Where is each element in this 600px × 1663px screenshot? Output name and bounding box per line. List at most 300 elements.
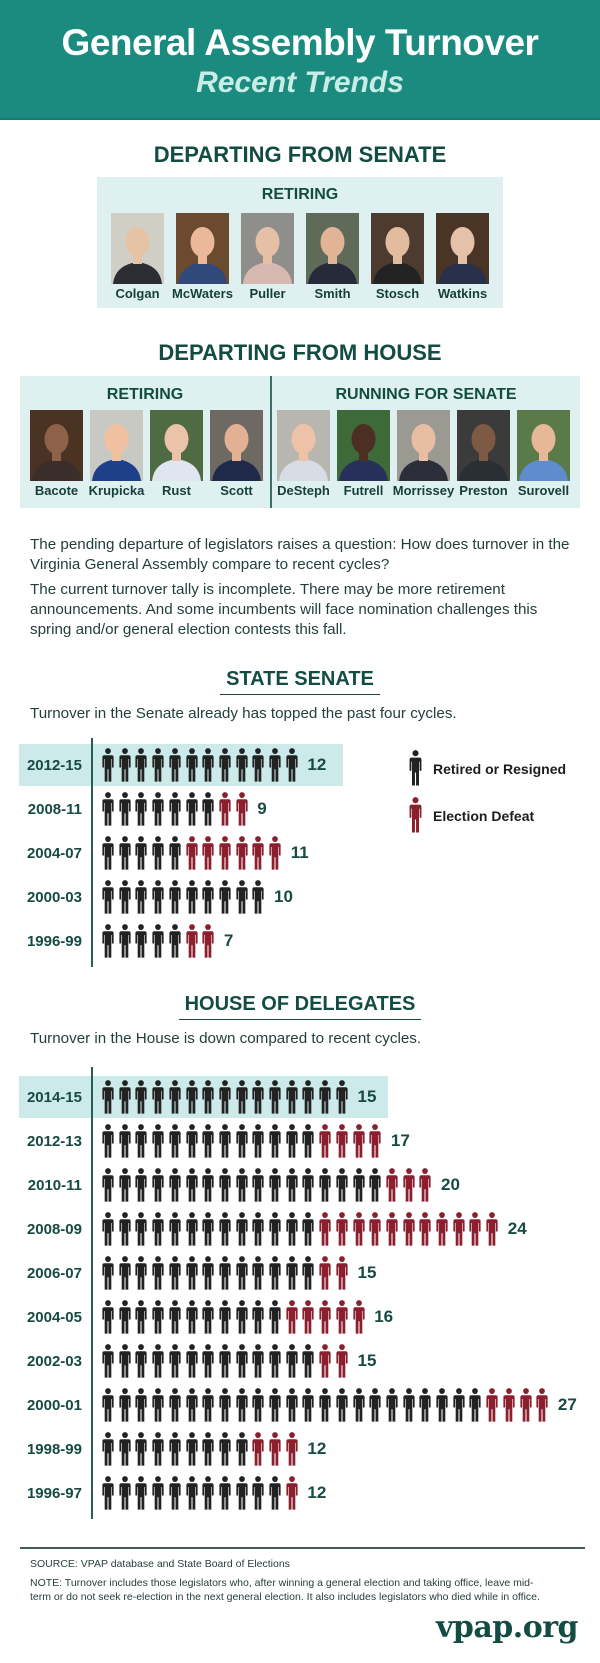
retired-figure <box>168 1168 182 1207</box>
retired-figure <box>134 748 148 787</box>
period-label: 2012-13 <box>26 1133 82 1150</box>
retired-figure <box>268 1124 282 1163</box>
portrait-krupicka <box>90 410 143 481</box>
period-label: 2008-09 <box>26 1221 82 1238</box>
house-running-heading: RUNNING FOR SENATE <box>335 386 517 403</box>
retired-figure <box>201 748 215 787</box>
retired-figure <box>268 1256 282 1295</box>
retired-figure <box>168 1344 182 1383</box>
period-label: 2004-05 <box>26 1309 82 1326</box>
election-defeat-figure <box>318 1124 332 1163</box>
total-count: 10 <box>274 887 293 906</box>
retired-figure <box>134 792 148 831</box>
election-defeat-figure <box>352 1300 366 1339</box>
election-defeat-figure <box>285 1300 299 1339</box>
retired-figure <box>285 1344 299 1383</box>
retired-figure <box>185 1300 199 1339</box>
election-defeat-figure <box>201 836 215 875</box>
retired-figure <box>101 1256 115 1295</box>
house-chart-title: HOUSE OF DELEGATES <box>179 993 422 1020</box>
election-defeat-figure <box>235 836 249 875</box>
period-label: 1996-99 <box>26 933 82 950</box>
election-defeat-figure <box>468 1212 482 1251</box>
retired-figure <box>118 792 132 831</box>
retired-figure <box>134 836 148 875</box>
retired-figure <box>235 1300 249 1339</box>
retired-figure <box>301 1080 315 1119</box>
page-title: General Assembly Turnover <box>61 22 539 63</box>
retired-figure <box>285 1168 299 1207</box>
retired-figure <box>168 924 182 963</box>
person-name: Colgan <box>115 286 160 301</box>
portrait-desteph <box>277 410 330 481</box>
retired-figure <box>285 1388 299 1427</box>
election-defeat-figure <box>201 924 215 963</box>
retired-figure <box>418 1388 432 1427</box>
retired-figure <box>185 880 199 919</box>
retired-figure <box>235 748 249 787</box>
election-defeat-figure <box>268 836 282 875</box>
period-label: 2000-03 <box>26 889 82 906</box>
total-count: 15 <box>357 1351 377 1370</box>
retired-figure <box>218 1388 232 1427</box>
senate-retiring-heading: RETIRING <box>261 186 339 203</box>
period-label: 2008-11 <box>27 801 82 818</box>
portrait-bacote <box>30 410 83 481</box>
retired-figure <box>285 1212 299 1251</box>
retired-figure <box>201 1168 215 1207</box>
election-defeat-figure <box>385 1168 399 1207</box>
election-defeat-figure <box>335 1124 349 1163</box>
total-count: 15 <box>357 1087 377 1106</box>
portrait-scott <box>210 410 263 481</box>
retired-figure <box>235 1080 249 1119</box>
retired-figure <box>168 1432 182 1471</box>
person-name: Krupicka <box>88 483 145 498</box>
total-count: 12 <box>307 1439 327 1458</box>
retired-figure <box>134 880 148 919</box>
election-defeat-figure <box>485 1388 499 1427</box>
retired-figure <box>368 1388 382 1427</box>
retired-figure <box>101 1388 115 1427</box>
retired-figure <box>251 748 265 787</box>
retired-figure <box>151 836 165 875</box>
senate-departures-title: DEPARTING FROM SENATE <box>153 142 447 167</box>
retired-figure <box>301 1168 315 1207</box>
period-label: 2002-03 <box>26 1353 82 1370</box>
election-defeat-figure <box>318 1212 332 1251</box>
period-label: 2014-15 <box>26 1089 82 1106</box>
retired-figure <box>268 1388 282 1427</box>
retired-figure <box>268 1476 282 1515</box>
retired-figure <box>134 924 148 963</box>
retired-figure <box>251 1344 265 1383</box>
retired-figure <box>201 1212 215 1251</box>
retired-figure <box>118 1432 132 1471</box>
retired-figure <box>268 1300 282 1339</box>
senate-chart-subtitle: Turnover in the Senate already has topped the past four cycles. <box>30 705 457 722</box>
retired-figure <box>134 1344 148 1383</box>
retired-figure <box>101 836 115 875</box>
page-subtitle: Recent Trends <box>196 66 404 99</box>
retired-figure <box>218 880 232 919</box>
retired-figure <box>185 748 199 787</box>
retired-figure <box>335 1168 349 1207</box>
person-name: Scott <box>220 483 253 498</box>
portrait-puller <box>241 213 294 284</box>
period-label: 1996-97 <box>26 1485 82 1502</box>
intro-paragraph-1: The pending departure of legislators raises a question: How does turnover in the Virginia General Assembly compare to recent cycles? <box>30 536 570 573</box>
retired-figure <box>151 1344 165 1383</box>
election-defeat-figure <box>251 836 265 875</box>
retired-figure <box>251 1256 265 1295</box>
retired-figure <box>118 1256 132 1295</box>
retired-figure <box>101 1168 115 1207</box>
election-defeat-figure <box>519 1388 533 1427</box>
retired-figure <box>118 1476 132 1515</box>
election-defeat-figure <box>452 1212 466 1251</box>
retired-figure <box>218 1212 232 1251</box>
retired-figure <box>435 1388 449 1427</box>
retired-figure <box>301 1256 315 1295</box>
retired-figure <box>218 1124 232 1163</box>
retired-figure <box>251 1476 265 1515</box>
legend-defeat-label: Election Defeat <box>433 808 535 824</box>
retired-figure <box>335 1388 349 1427</box>
retired-figure <box>201 1080 215 1119</box>
retired-figure <box>285 1256 299 1295</box>
retired-figure <box>151 1168 165 1207</box>
retired-figure <box>201 1344 215 1383</box>
retired-figure <box>118 748 132 787</box>
retired-figure <box>185 1344 199 1383</box>
portrait-mcwaters <box>176 213 229 284</box>
retired-figure <box>134 1388 148 1427</box>
retired-figure <box>185 1168 199 1207</box>
retired-figure <box>268 1344 282 1383</box>
total-count: 27 <box>557 1395 577 1414</box>
election-defeat-figure <box>352 1124 366 1163</box>
retired-figure <box>235 1124 249 1163</box>
retired-figure <box>301 1344 315 1383</box>
retired-figure <box>134 1212 148 1251</box>
election-defeat-figure <box>402 1168 416 1207</box>
house-chart-title-wrap <box>0 993 600 1020</box>
retired-figure <box>201 792 215 831</box>
person-name: Puller <box>249 286 286 301</box>
election-defeat-figure <box>435 1212 449 1251</box>
election-defeat-figure <box>418 1168 432 1207</box>
retired-figure <box>235 1432 249 1471</box>
retired-figure <box>101 1080 115 1119</box>
election-defeat-figure <box>185 924 199 963</box>
retired-figure <box>402 1388 416 1427</box>
retired-figure <box>168 1300 182 1339</box>
retired-figure <box>168 1212 182 1251</box>
election-defeat-figure <box>335 1212 349 1251</box>
retired-figure <box>218 1432 232 1471</box>
retired-figure <box>168 1476 182 1515</box>
retired-figure <box>134 1476 148 1515</box>
retired-figure <box>235 1168 249 1207</box>
retired-figure <box>185 1432 199 1471</box>
person-name: Futrell <box>343 483 384 498</box>
retired-figure <box>118 1212 132 1251</box>
retired-figure <box>201 880 215 919</box>
retired-figure <box>218 1080 232 1119</box>
portrait-colgan <box>111 213 164 284</box>
retired-figure <box>201 1476 215 1515</box>
retired-figure <box>268 1168 282 1207</box>
retired-figure <box>134 1256 148 1295</box>
retired-figure <box>118 1388 132 1427</box>
retired-figure <box>118 1168 132 1207</box>
senate-chart-title-wrap <box>0 668 600 695</box>
retired-figure <box>151 748 165 787</box>
retired-figure <box>285 748 299 787</box>
retired-figure <box>251 1168 265 1207</box>
retired-figure <box>235 1476 249 1515</box>
retired-figure <box>218 1256 232 1295</box>
retired-figure <box>151 1124 165 1163</box>
retired-figure <box>151 1080 165 1119</box>
portrait-surovell <box>517 410 570 481</box>
retired-figure <box>468 1388 482 1427</box>
person-name: Surovell <box>517 483 570 498</box>
retired-figure <box>285 1124 299 1163</box>
vpap-logo[interactable]: vpap.org <box>435 1610 578 1645</box>
retired-figure <box>235 1388 249 1427</box>
election-defeat-figure <box>185 836 199 875</box>
portrait-futrell <box>337 410 390 481</box>
retired-figure <box>118 1344 132 1383</box>
portrait-rust <box>150 410 203 481</box>
retired-figure <box>251 880 265 919</box>
legend-defeat-icon <box>409 797 422 838</box>
total-count: 16 <box>374 1307 394 1326</box>
retired-figure <box>235 1212 249 1251</box>
house-retiring-heading: RETIRING <box>106 386 184 403</box>
person-name: Watkins <box>437 286 488 301</box>
source-note: SOURCE: VPAP database and State Board of Elections <box>30 1558 290 1570</box>
retired-figure <box>151 880 165 919</box>
retired-figure <box>101 792 115 831</box>
election-defeat-figure <box>535 1388 549 1427</box>
portrait-watkins <box>436 213 489 284</box>
retired-figure <box>118 1124 132 1163</box>
retired-figure <box>168 1256 182 1295</box>
retired-figure <box>151 1256 165 1295</box>
retired-figure <box>151 1476 165 1515</box>
election-defeat-figure <box>402 1212 416 1251</box>
retired-figure <box>168 1080 182 1119</box>
total-count: 20 <box>441 1175 460 1194</box>
period-label: 2006-07 <box>26 1265 82 1282</box>
retired-figure <box>218 1168 232 1207</box>
retired-figure <box>368 1168 382 1207</box>
retired-figure <box>352 1168 366 1207</box>
chart-axis <box>91 744 93 786</box>
election-defeat-figure <box>318 1256 332 1295</box>
person-name: DeSteph <box>277 483 330 498</box>
retired-figure <box>218 1344 232 1383</box>
retired-figure <box>201 1388 215 1427</box>
retired-figure <box>251 1124 265 1163</box>
retired-figure <box>185 792 199 831</box>
person-name: Bacote <box>34 483 79 498</box>
retired-figure <box>151 792 165 831</box>
legend-retired-icon <box>409 750 422 791</box>
election-defeat-figure <box>218 792 232 831</box>
portrait-stosch <box>371 213 424 284</box>
election-defeat-figure <box>301 1300 315 1339</box>
retired-figure <box>235 1344 249 1383</box>
house-chart-subtitle: Turnover in the House is down compared to recent cycles. <box>30 1030 422 1047</box>
legend-retired-label: Retired or Resigned <box>433 761 567 777</box>
retired-figure <box>352 1388 366 1427</box>
retired-figure <box>185 1388 199 1427</box>
retired-figure <box>218 1476 232 1515</box>
election-defeat-figure <box>485 1212 499 1251</box>
retired-figure <box>268 1080 282 1119</box>
retired-figure <box>101 880 115 919</box>
retired-figure <box>134 1168 148 1207</box>
election-defeat-figure <box>285 1476 299 1515</box>
retired-figure <box>118 1300 132 1339</box>
retired-figure <box>218 1300 232 1339</box>
person-name: Rust <box>162 483 191 498</box>
retired-figure <box>301 1388 315 1427</box>
person-name: Stosch <box>375 286 420 301</box>
retired-figure <box>101 1124 115 1163</box>
election-defeat-figure <box>368 1124 382 1163</box>
retired-figure <box>185 1080 199 1119</box>
house-departures-title: DEPARTING FROM HOUSE <box>158 340 442 365</box>
portrait-smith <box>306 213 359 284</box>
portrait-preston <box>457 410 510 481</box>
period-label: 2000-01 <box>26 1397 82 1414</box>
retired-figure <box>151 1212 165 1251</box>
retired-figure <box>452 1388 466 1427</box>
retired-figure <box>301 1124 315 1163</box>
election-defeat-figure <box>418 1212 432 1251</box>
election-defeat-figure <box>268 1432 282 1471</box>
person-name: Preston <box>459 483 508 498</box>
retired-figure <box>251 1388 265 1427</box>
total-count: 24 <box>507 1219 527 1238</box>
election-defeat-figure <box>335 1344 349 1383</box>
retired-figure <box>118 924 132 963</box>
election-defeat-figure <box>318 1300 332 1339</box>
retired-figure <box>168 880 182 919</box>
election-defeat-figure <box>218 836 232 875</box>
election-defeat-figure <box>251 1432 265 1471</box>
retired-figure <box>218 748 232 787</box>
retired-figure <box>151 1300 165 1339</box>
person-name: McWaters <box>172 286 233 301</box>
retired-figure <box>251 1300 265 1339</box>
retired-figure <box>318 1168 332 1207</box>
retired-figure <box>168 836 182 875</box>
person-name: Morrissey <box>392 483 455 498</box>
retired-figure <box>235 1256 249 1295</box>
election-defeat-figure <box>352 1212 366 1251</box>
retired-figure <box>101 1300 115 1339</box>
total-count: 17 <box>390 1131 410 1150</box>
total-count: 15 <box>357 1263 377 1282</box>
retired-figure <box>134 1080 148 1119</box>
retired-figure <box>168 1124 182 1163</box>
retired-figure <box>118 880 132 919</box>
total-count: 12 <box>307 1483 327 1502</box>
election-defeat-figure <box>502 1388 516 1427</box>
retired-figure <box>101 1344 115 1383</box>
retired-figure <box>285 1080 299 1119</box>
retired-figure <box>185 1124 199 1163</box>
methodology-note: NOTE: Turnover includes those legislators who, after winning a general election and taking office, leave mid-term or do not seek re-election in the next general election. It also includes legislators who died while in office. <box>30 1577 540 1603</box>
footer-divider <box>20 1547 585 1549</box>
retired-figure <box>168 1388 182 1427</box>
retired-figure <box>385 1388 399 1427</box>
intro-paragraph-2: The current turnover tally is incomplete. There may be more retirement announcements. And some incumbents will face nomination challenges this spring and/or general election contests this fall. <box>30 581 538 638</box>
retired-figure <box>318 1388 332 1427</box>
total-count: 7 <box>223 931 234 950</box>
retired-figure <box>201 1432 215 1471</box>
retired-figure <box>251 1212 265 1251</box>
total-count: 9 <box>257 799 267 818</box>
retired-figure <box>101 1476 115 1515</box>
election-defeat-figure <box>385 1212 399 1251</box>
election-defeat-figure <box>285 1432 299 1471</box>
election-defeat-figure <box>368 1212 382 1251</box>
retired-figure <box>318 1080 332 1119</box>
person-name: Smith <box>314 286 351 301</box>
period-label: 2010-11 <box>27 1177 82 1194</box>
period-label: 2004-07 <box>26 845 82 862</box>
retired-figure <box>151 1388 165 1427</box>
election-defeat-figure <box>335 1300 349 1339</box>
retired-figure <box>134 1432 148 1471</box>
chart-axis <box>91 1067 93 1519</box>
retired-figure <box>168 748 182 787</box>
retired-figure <box>268 1212 282 1251</box>
retired-figure <box>185 1476 199 1515</box>
retired-figure <box>201 1300 215 1339</box>
retired-figure <box>101 1432 115 1471</box>
retired-figure <box>235 880 249 919</box>
retired-figure <box>101 748 115 787</box>
retired-figure <box>151 1432 165 1471</box>
retired-figure <box>118 1080 132 1119</box>
period-label: 2012-15 <box>26 757 82 774</box>
retired-figure <box>168 792 182 831</box>
retired-figure <box>118 836 132 875</box>
retired-figure <box>134 1124 148 1163</box>
senate-chart-title: STATE SENATE <box>220 668 380 695</box>
retired-figure <box>134 1300 148 1339</box>
retired-figure <box>251 1080 265 1119</box>
election-defeat-figure <box>235 792 249 831</box>
election-defeat-figure <box>335 1256 349 1295</box>
retired-figure <box>185 1212 199 1251</box>
retired-figure <box>201 1124 215 1163</box>
retired-figure <box>201 1256 215 1295</box>
total-count: 11 <box>290 843 309 862</box>
total-count: 12 <box>307 755 327 774</box>
retired-figure <box>151 924 165 963</box>
period-label: 1998-99 <box>26 1441 82 1458</box>
retired-figure <box>268 748 282 787</box>
